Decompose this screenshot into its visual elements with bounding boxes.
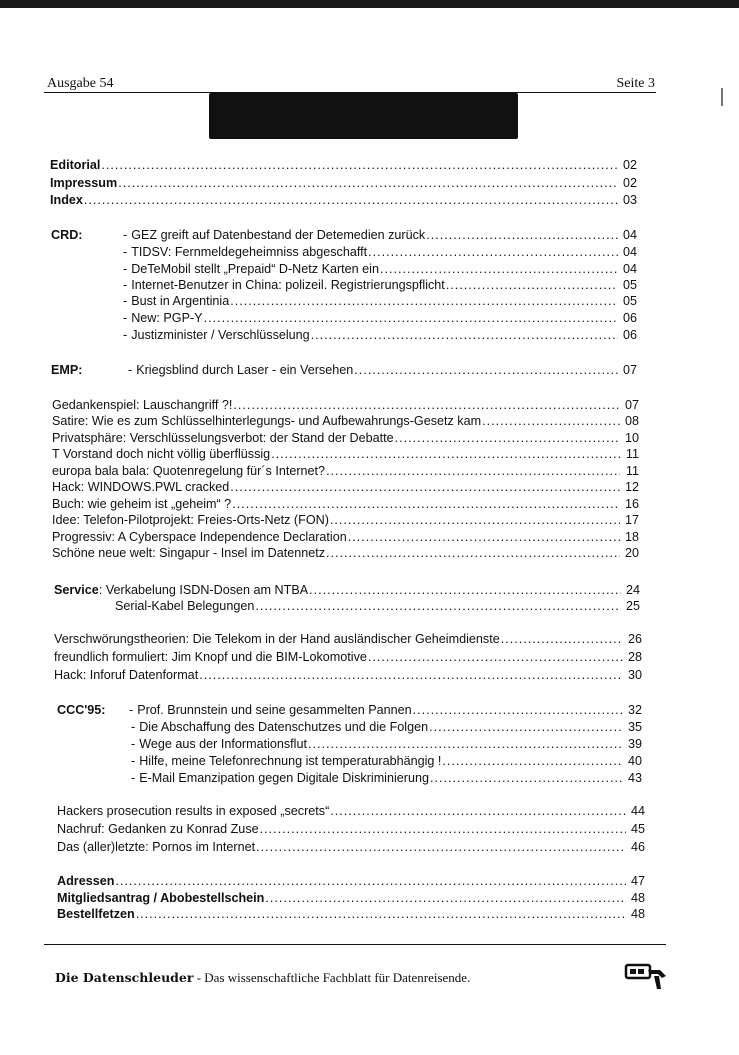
toc-entry: Schöne neue welt: Singapur - Insel im Datennetz ..... 20 — [52, 545, 639, 561]
toc-entry: Satire: Wie es zum Schlüsselhinterlegungs- und Aufbewahrungs-Gesetz kam ..... 08 — [52, 413, 639, 429]
footer-rule — [44, 944, 666, 945]
page-label: Seite 3 — [616, 76, 655, 91]
toc-entry: - Wege aus der Informationsflut ..... 39 — [131, 736, 642, 752]
title-box — [209, 93, 518, 139]
toc-entry: Verschwörungstheorien: Die Telekom in der Hand ausländischer Geheimdienste ..... 26 — [54, 631, 642, 647]
scan-mark — [721, 88, 723, 106]
toc-entry: - TIDSV: Fernmeldegeheimniss abgeschafft ..... 04 — [123, 244, 637, 260]
toc-entry: Progressiv: A Cyberspace Independence Declaration ..... 18 — [52, 529, 639, 545]
toc-entry: - E-Mail Emanzipation gegen Digitale Diskriminierung ..... 43 — [131, 770, 642, 786]
toc-entry: - Die Abschaffung des Datenschutzes und die Folgen ..... 35 — [131, 719, 642, 735]
toc-entry: - DeTeMobil stellt „Prepaid“ D-Netz Karten ein ..... 04 — [123, 261, 637, 277]
toc-entry: - New: PGP-Y ..... 06 — [123, 310, 637, 326]
section-label-emp: EMP: — [51, 363, 83, 377]
pistol-plug-icon — [624, 962, 668, 992]
toc-entry-adressen: Adressen ..... 47 — [57, 873, 645, 889]
toc-entry-editorial: Editorial ..... 02 — [50, 157, 637, 173]
issue-label: Ausgabe 54 — [47, 76, 114, 91]
footer — [55, 970, 470, 986]
scan-top-bar — [0, 0, 739, 8]
section-label-ccc: CCC'95: — [57, 703, 106, 717]
toc-entry: Gedankenspiel: Lauschangriff ?! ..... 07 — [52, 397, 639, 413]
toc-entry-bestellfetzen: Bestellfetzen ..... 48 — [57, 906, 645, 922]
toc-entry: Hack: Inforuf Datenformat ..... 30 — [54, 667, 642, 683]
toc-entry: freundlich formuliert: Jim Knopf und die BIM-Lokomotive ..... 28 — [54, 649, 642, 665]
toc-entry: Serial-Kabel Belegungen ..... 25 — [115, 598, 640, 614]
toc-entry: - Justizminister / Verschlüsselung ..... 06 — [123, 327, 637, 343]
toc-entry: Nachruf: Gedanken zu Konrad Zuse ..... 45 — [57, 821, 645, 837]
toc-entry: Privatsphäre: Verschlüsselungsverbot: der Stand der Debatte ..... 10 — [52, 430, 639, 446]
section-label-crd: CRD: — [51, 228, 83, 242]
toc-entry: CRD: - GEZ greift auf Datenbestand der Detemedien zurück ..... 04 — [51, 227, 637, 243]
toc-entry: Hack: WINDOWS.PWL cracked ..... 12 — [52, 479, 639, 495]
toc-entry: europa bala bala: Quotenregelung für´s Internet? ..... 11 — [52, 463, 639, 479]
section-label-service: Service — [54, 583, 99, 597]
toc-entry: - Bust in Argentinia ..... 05 — [123, 293, 637, 309]
footer-brand: Die Datenschleuder — [55, 970, 194, 985]
toc-entry: CCC'95: - Prof. Brunnstein und seine gesammelten Pannen ..... 32 — [57, 702, 642, 718]
toc-entry: - Internet-Benutzer in China: polizeil. Registrierungspflicht ..... 05 — [123, 277, 637, 293]
toc-entry: T Vorstand doch nicht völlig überflüssig ..... 11 — [52, 446, 639, 462]
toc-entry-impressum: Impressum ..... 02 — [50, 175, 637, 191]
toc-entry: EMP: - Kriegsblind durch Laser - ein Versehen ..... 07 — [51, 362, 637, 378]
footer-tagline: - Das wissenschaftliche Fachblatt für Datenreisende. — [193, 970, 471, 985]
toc-entry: - Hilfe, meine Telefonrechnung ist temperaturabhängig ! ..... 40 — [131, 753, 642, 769]
toc-entry-mitgliedsantrag: Mitgliedsantrag / Abobestellschein ..... 48 — [57, 890, 645, 906]
toc-entry: Hackers prosecution results in exposed „secrets“ ..... 44 — [57, 803, 645, 819]
toc-entry: Service : Verkabelung ISDN-Dosen am NTBA ..... 24 — [54, 582, 640, 598]
toc-entry: Das (aller)letzte: Pornos im Internet ..... 46 — [57, 839, 645, 855]
toc-entry: Idee: Telefon-Pilotprojekt: Freies-Orts-Netz (FON) ..... 17 — [52, 512, 639, 528]
toc-entry-index: Index ..... 03 — [50, 192, 637, 208]
toc-entry: Buch: wie geheim ist „geheim“ ? ..... 16 — [52, 496, 639, 512]
